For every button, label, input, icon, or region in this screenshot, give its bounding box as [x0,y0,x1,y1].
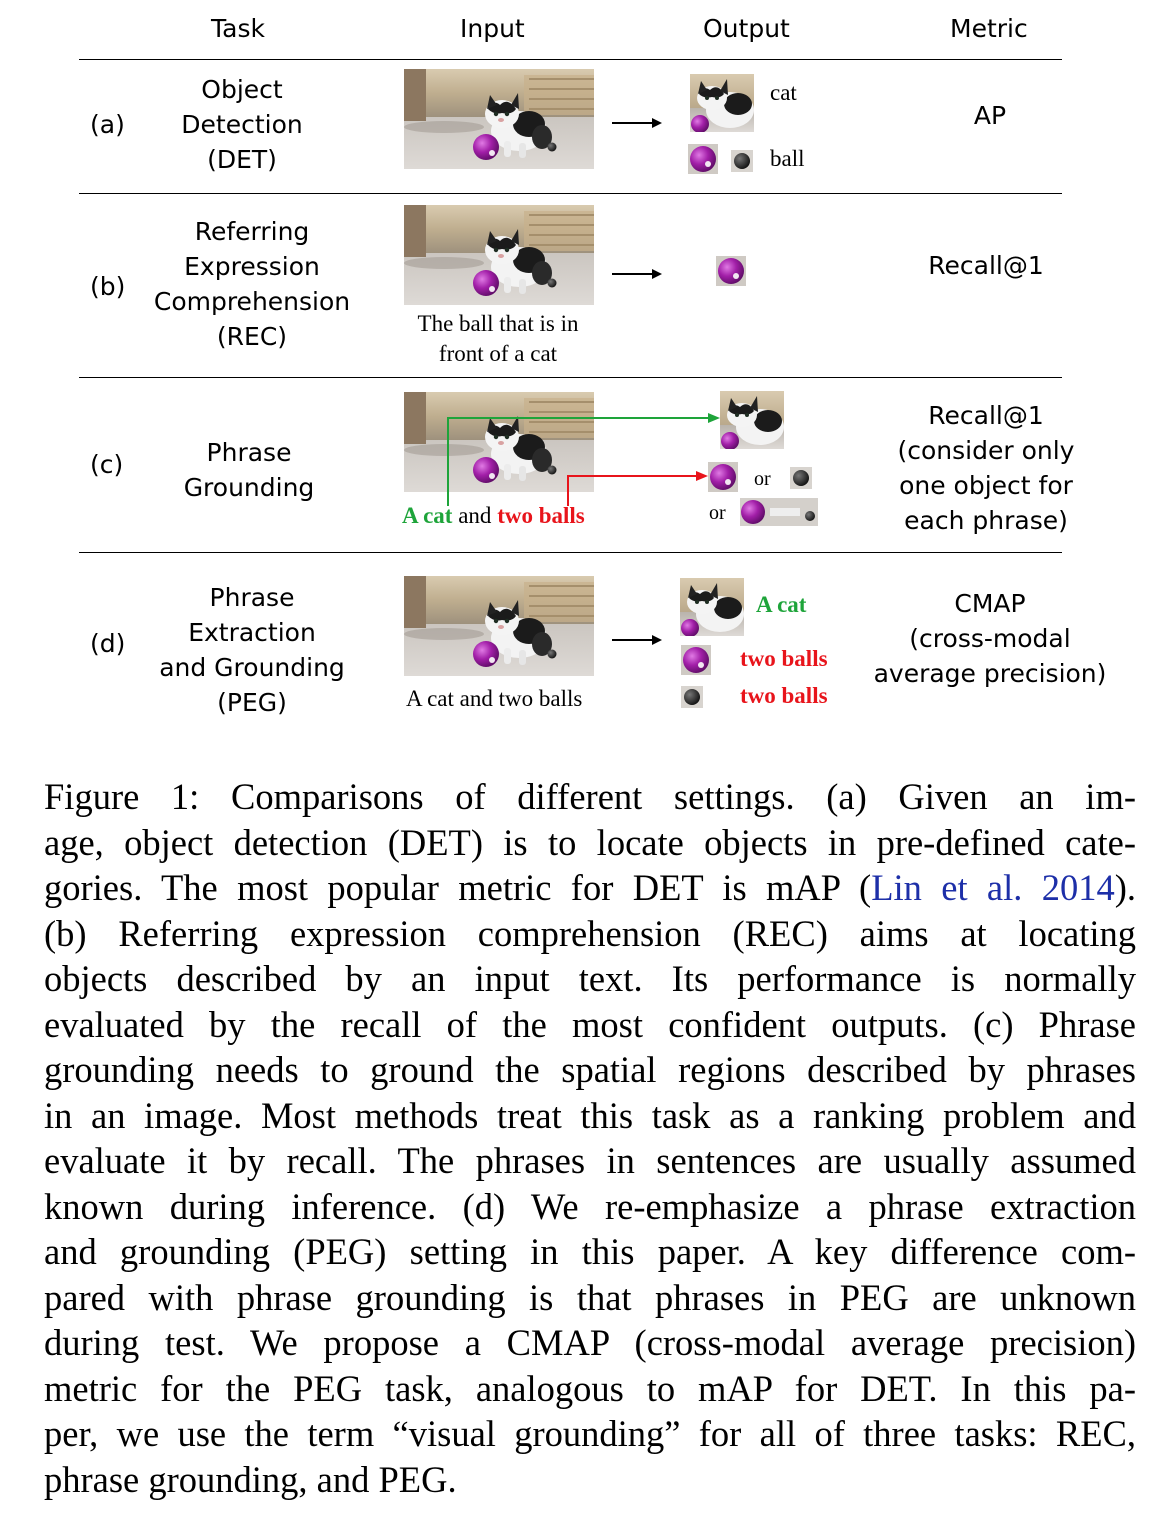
caption-line: during test. We propose a CMAP (cross-modal average precision) [44,1322,1136,1363]
row-c-or-2: or [709,502,726,524]
row-c-task: Phrase Grounding [183,438,315,502]
caption-line: objects described by an input text. Its performance is normally [44,958,1136,999]
caption-line: phrase grounding, and PEG. [44,1458,457,1500]
row-d-label: (d) [90,629,126,658]
row-c-input-caption: A cat and two balls [402,503,585,528]
header-task: Task [211,14,265,43]
row-a-label: (a) [90,110,125,139]
header-metric: Metric [950,14,1028,43]
rule-3 [79,552,1062,553]
row-b-label: (b) [90,272,126,301]
row-b-input-caption: The ball that is in front of a cat [417,311,579,366]
rule-1 [79,193,1062,194]
row-c-connectors [440,408,730,508]
row-d-purple-ball [681,645,711,675]
row-d-cat-crop [680,578,744,636]
caption-line: pared with phrase grounding is that phrases in PEG are unknown [44,1276,1136,1318]
row-a-cat-crop [690,74,754,132]
caption-line: per, we use the term “visual grounding” for all of three tasks: REC, [44,1413,1136,1454]
row-a-task: Object Detection (DET) [181,75,303,174]
rule-2 [79,377,1062,378]
green-connector [448,418,710,506]
row-a-input-image [404,69,594,169]
caption-line: metric for the PEG task, analogous to mAP for DET. In this pa- [44,1367,1136,1409]
caption-line: grounding needs to ground the spatial regions described by phrases [44,1049,1136,1090]
header-input: Input [460,14,525,43]
row-c-both-balls-crop [740,498,818,526]
row-b-task: Referring Expression Comprehension (REC) [153,217,351,351]
caption-line: evaluated by the recall of the most confident outputs. (c) Phrase [44,1003,1136,1045]
red-connector [568,476,698,506]
row-d-input-image [404,576,594,676]
row-b-purple-ball [716,256,746,286]
row-b-input-image [404,205,594,305]
row-c-label: (c) [90,450,124,479]
caption-line: (b) Referring expression comprehension (REC) aims at locating [44,912,1136,954]
caption-line: and grounding (PEG) setting in this paper. A key difference com- [44,1231,1136,1272]
row-d-output-balls-1: two balls [740,646,828,671]
row-c-black-ball [790,467,812,489]
row-c-purple-ball [708,462,738,492]
caption-line: gories. The most popular metric for DET is mAP (Lin et al. 2014). [44,867,1137,908]
row-c-cat-crop [720,391,784,449]
row-a-black-ball [731,150,753,172]
row-a-output-cat: cat [770,80,797,105]
caption-line: in an image. Most methods treat this task as a ranking problem and [44,1094,1136,1136]
caption-line: known during inference. (d) We re-emphasize a phrase extraction [44,1185,1136,1227]
row-a-output-ball: ball [770,146,805,171]
row-d-input-caption: A cat and two balls [406,686,583,711]
row-a-purple-ball [688,144,718,174]
row-d-black-ball [681,686,703,708]
citation-link[interactable]: Lin et al. 2014 [871,867,1115,908]
row-d-output-balls-2: two balls [740,683,828,708]
row-a-arrow [612,116,662,130]
row-d-arrow [612,633,662,647]
row-a-metric: AP [973,101,1007,130]
caption-line: evaluate it by recall. The phrases in sentences are usually assumed [44,1140,1136,1181]
caption-line: Figure 1: Comparisons of different settings. (a) Given an im- [44,776,1136,817]
row-d-metric: CMAP (cross-modal average precision) [873,589,1107,688]
row-b-arrow [612,267,662,281]
row-c-or-1: or [754,468,771,490]
row-d-output-cat: A cat [756,592,807,617]
row-b-metric: Recall@1 [928,251,1044,280]
figure-caption [44,774,1136,1502]
row-c-metric: Recall@1 (consider only one object for each phrase) [897,401,1075,535]
rule-top [79,59,1062,60]
caption-line: age, object detection (DET) is to locate objects in pre-defined cate- [44,821,1136,863]
row-d-task: Phrase Extraction and Grounding (PEG) [159,583,345,717]
header-output: Output [703,14,790,43]
